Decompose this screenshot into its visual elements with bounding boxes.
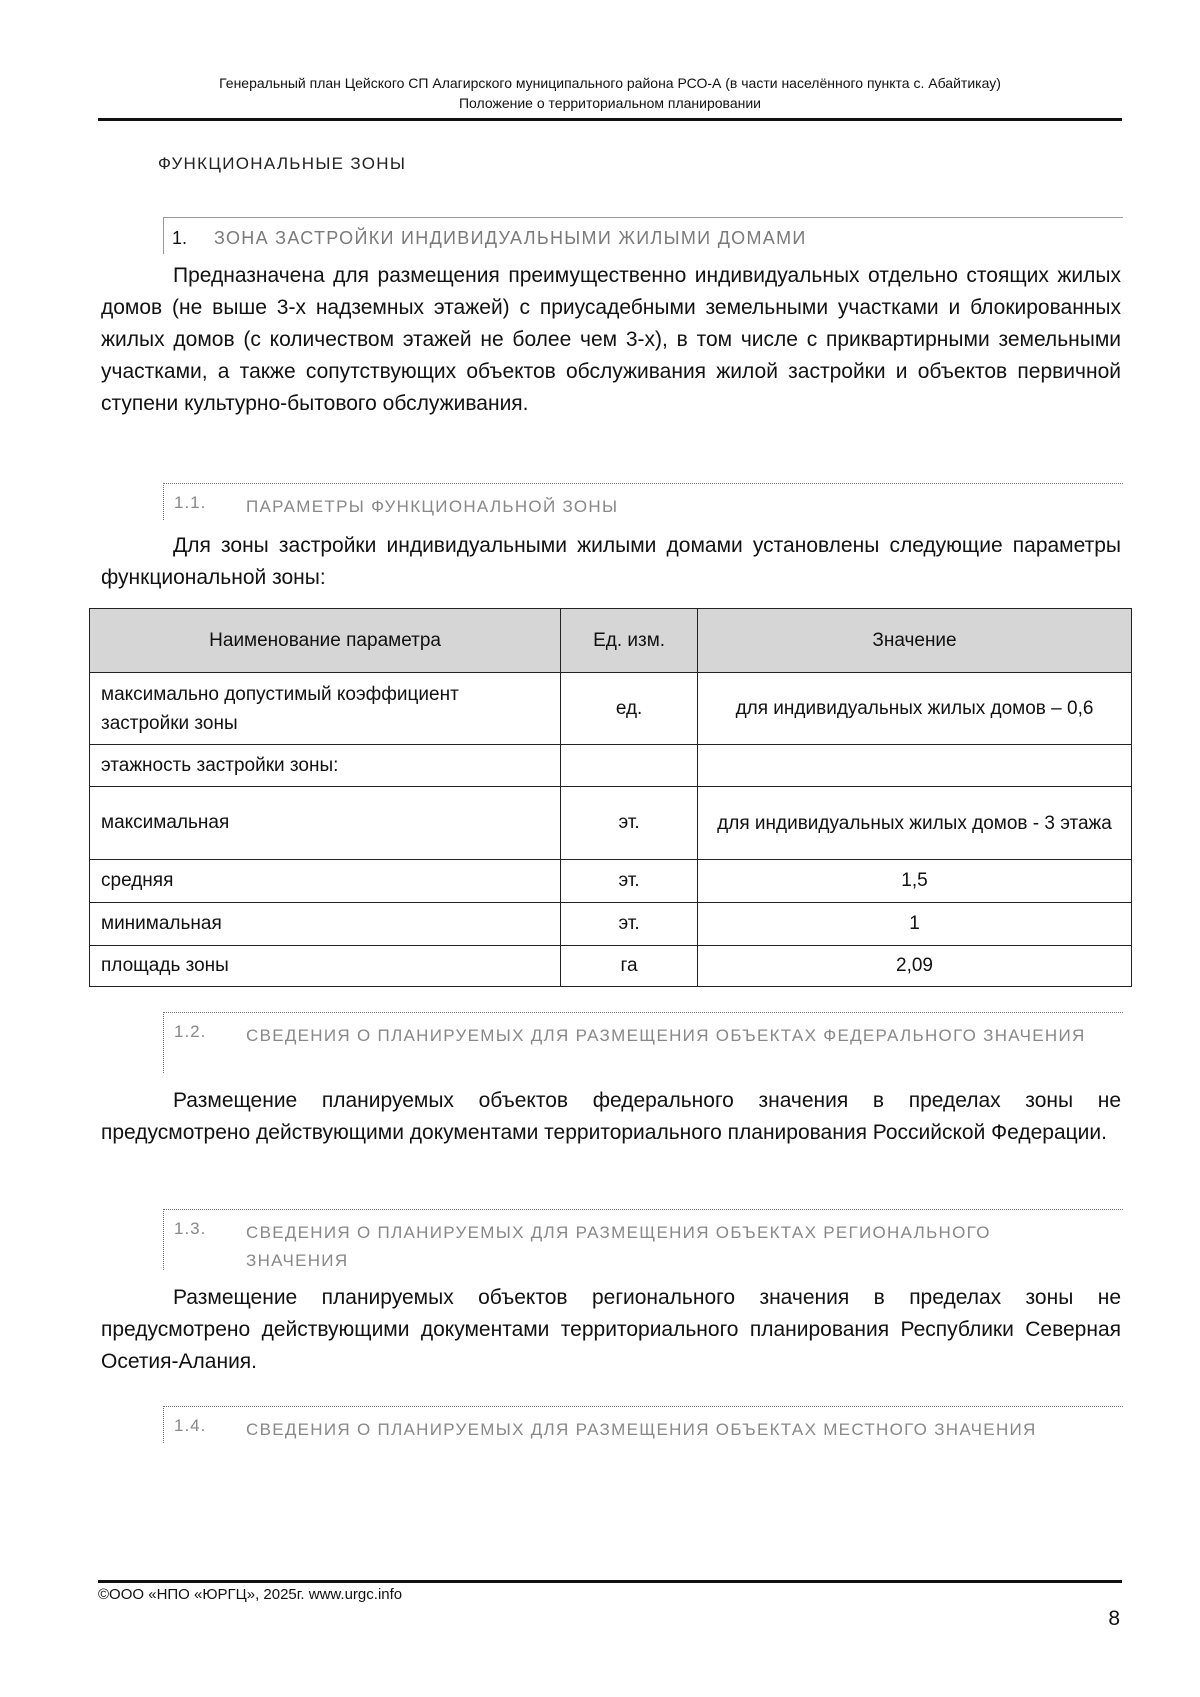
table-header-cell: Ед. изм. bbox=[561, 609, 698, 673]
table-cell bbox=[561, 745, 698, 787]
table-row bbox=[90, 787, 1132, 860]
heading-1-4 bbox=[163, 1406, 1123, 1443]
table-cell: 2,09 bbox=[698, 946, 1132, 987]
heading-1-1 bbox=[163, 483, 1123, 520]
table-cell: эт. bbox=[561, 903, 698, 946]
table-row bbox=[90, 860, 1132, 903]
table-header-cell: Значение bbox=[698, 609, 1132, 673]
heading-1-1-number: 1.1. bbox=[174, 493, 207, 512]
table-cell: 1 bbox=[698, 903, 1132, 946]
table-cell: для индивидуальных жилых домов - 3 этажа bbox=[698, 787, 1132, 860]
paragraph-federal: Размещение планируемых объектов федерального значения в пределах зоны не предусмотрено действующими документами территориального планирования Российской Федерации. bbox=[101, 1089, 1121, 1144]
table-header-cell: Наименование параметра bbox=[90, 609, 561, 673]
header-divider bbox=[98, 118, 1122, 121]
table-cell: эт. bbox=[561, 860, 698, 903]
parameters-table bbox=[89, 608, 1132, 987]
table-row bbox=[90, 903, 1132, 946]
footer-divider bbox=[98, 1580, 1122, 1583]
heading-1-text: ЗОНА ЗАСТРОЙКИ ИНДИВИДУАЛЬНЫМИ ЖИЛЫМИ ДОМАМИ bbox=[214, 228, 807, 248]
header-subtitle: Положение о территориальном планировании bbox=[458, 95, 761, 111]
heading-1-2 bbox=[163, 1012, 1123, 1073]
table-cell: средняя bbox=[90, 860, 561, 903]
heading-1-4-number: 1.4. bbox=[174, 1416, 207, 1435]
table-cell: этажность застройки зоны: bbox=[90, 745, 561, 787]
table-row bbox=[90, 745, 1132, 787]
heading-1-1-text: ПАРАМЕТРЫ ФУНКЦИОНАЛЬНОЙ ЗОНЫ bbox=[246, 497, 619, 516]
heading-1-number: 1. bbox=[172, 228, 188, 248]
heading-1-3 bbox=[163, 1209, 1123, 1270]
table-header-row bbox=[90, 609, 1132, 673]
table-cell: га bbox=[561, 946, 698, 987]
heading-1-2-number: 1.2. bbox=[174, 1022, 207, 1041]
paragraph-regional: Размещение планируемых объектов регионального значения в пределах зоны не предусмотрено действующими документами территориального планирования Республики Северная Осетия-Алания. bbox=[101, 1286, 1121, 1373]
footer-copyright: ©ООО «НПО «ЮРГЦ», 2025г. www.urgc.info bbox=[98, 1586, 403, 1603]
paragraph-zone-description: Предназначена для размещения преимущественно индивидуальных отдельно стоящих жилых домов (не выше 3-х надземных этажей) с приусадебными земельными участками и блокированных жилых домов (с количеством этажей не более чем 3-х), в том числе с приквартирными земельными участками, а также сопутствующих объектов обслуживания жилой застройки и объектов первичной ступени культурно-бытового обслуживания. bbox=[101, 264, 1121, 415]
table-cell: площадь зоны bbox=[90, 946, 561, 987]
heading-1-4-text: СВЕДЕНИЯ О ПЛАНИРУЕМЫХ ДЛЯ РАЗМЕЩЕНИЯ ОБЪЕКТАХ МЕСТНОГО ЗНАЧЕНИЯ bbox=[246, 1420, 1037, 1439]
section-title: ФУНКЦИОНАЛЬНЫЕ ЗОНЫ bbox=[158, 154, 407, 173]
heading-1 bbox=[163, 217, 1123, 254]
page-number: 8 bbox=[1108, 1607, 1120, 1630]
table-cell: максимально допустимый коэффициент застройки зоны bbox=[90, 673, 561, 745]
heading-1-2-text: СВЕДЕНИЯ О ПЛАНИРУЕМЫХ ДЛЯ РАЗМЕЩЕНИЯ ОБЪЕКТАХ ФЕДЕРАЛЬНОГО ЗНАЧЕНИЯ bbox=[246, 1026, 1086, 1045]
table-cell: эт. bbox=[561, 787, 698, 860]
heading-1-3-text: СВЕДЕНИЯ О ПЛАНИРУЕМЫХ ДЛЯ РАЗМЕЩЕНИЯ ОБЪЕКТАХ РЕГИОНАЛЬНОГО ЗНАЧЕНИЯ bbox=[246, 1223, 991, 1270]
table-cell: максимальная bbox=[90, 787, 561, 860]
table-row bbox=[90, 946, 1132, 987]
table-cell: 1,5 bbox=[698, 860, 1132, 903]
table-row bbox=[90, 673, 1132, 745]
table-cell: минимальная bbox=[90, 903, 561, 946]
paragraph-params-intro: Для зоны застройки индивидуальными жилыми домами установлены следующие параметры функциональной зоны: bbox=[101, 534, 1121, 589]
header-title: Генеральный план Цейского СП Алагирского муниципального района РСО-А (в части населённого пункта с. Абайтикау) bbox=[219, 75, 1001, 91]
table-cell: ед. bbox=[561, 673, 698, 745]
table-cell bbox=[698, 745, 1132, 787]
heading-1-3-number: 1.3. bbox=[174, 1219, 207, 1238]
table-cell: для индивидуальных жилых домов – 0,6 bbox=[698, 673, 1132, 745]
page-header bbox=[98, 73, 1122, 113]
